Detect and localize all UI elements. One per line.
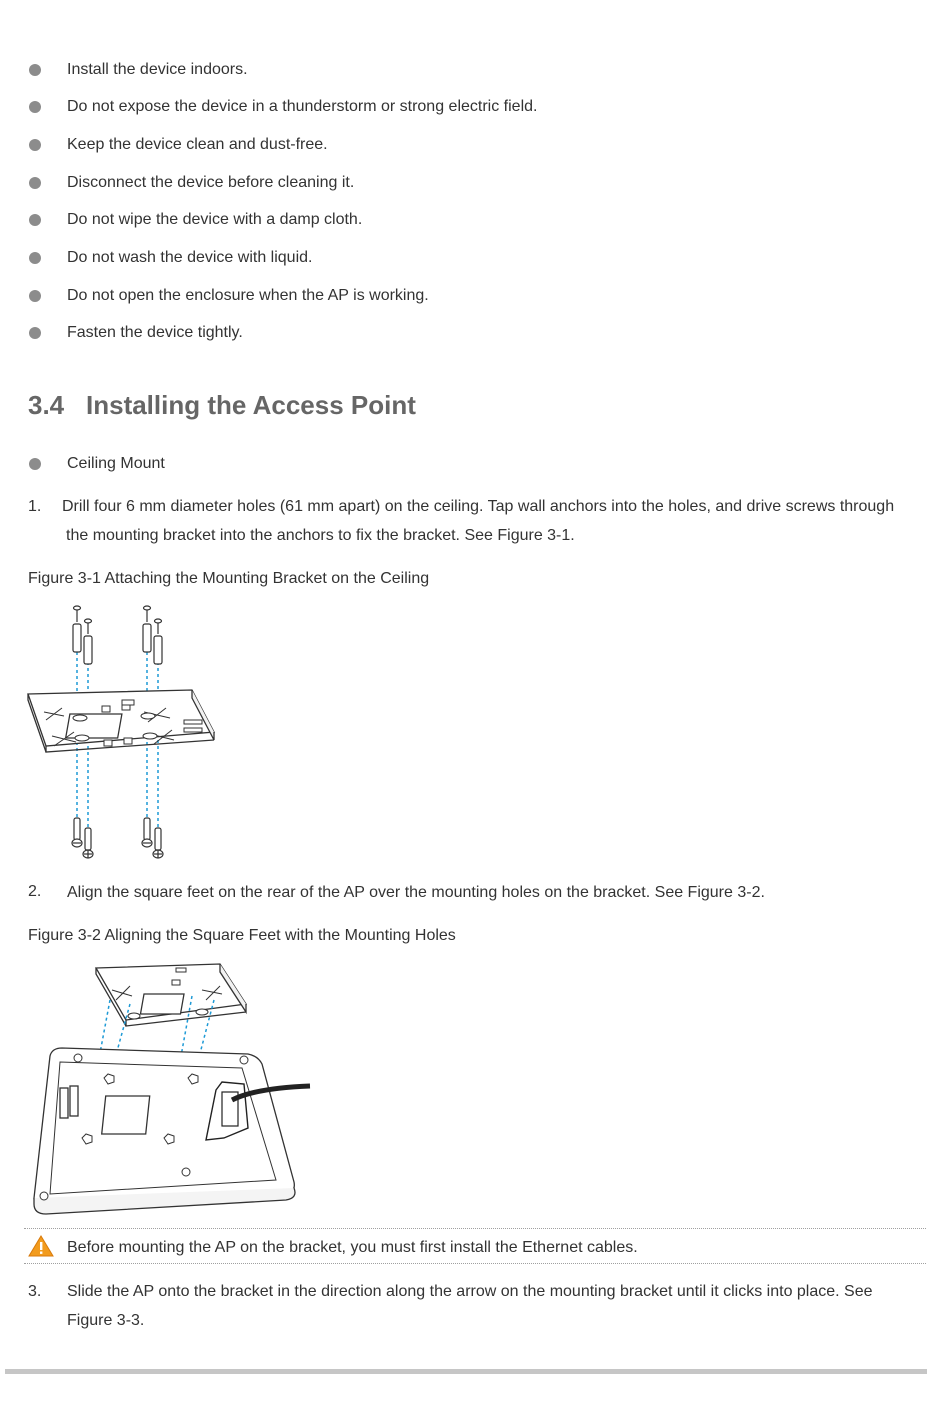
step-text: Slide the AP onto the bracket in the direction along the arrow on the mounting bracket until it clicks into place. See Figure 3-3. bbox=[67, 1283, 873, 1329]
bullet-icon bbox=[29, 64, 41, 76]
list-item: Do not open the enclosure when the AP is working. bbox=[0, 285, 930, 309]
step-text: Drill four 6 mm diameter holes (61 mm apart) on the ceiling. Tap wall anchors into the holes, and drive screws through the mounting bracket into the anchors to fix the bracket. See Figure 3-1. bbox=[62, 498, 895, 544]
section-heading bbox=[28, 388, 416, 422]
bullet-icon bbox=[29, 458, 41, 470]
bullet-icon bbox=[29, 214, 41, 226]
bullet-icon bbox=[29, 101, 41, 113]
note-divider-bottom bbox=[24, 1263, 926, 1264]
bullet-icon bbox=[29, 252, 41, 264]
list-item: Do not wash the device with liquid. bbox=[0, 247, 930, 271]
note-divider-top bbox=[24, 1228, 926, 1229]
wall-anchors bbox=[73, 606, 162, 664]
mounting-bracket bbox=[28, 690, 214, 752]
bullet-icon bbox=[29, 327, 41, 339]
caution-text: Before mounting the AP on the bracket, you must first install the Ethernet cables. bbox=[67, 1239, 638, 1256]
step-number: 2. bbox=[28, 883, 42, 900]
mount-type-item: Ceiling Mount bbox=[0, 453, 930, 477]
figure-caption: Figure 3-1 Attaching the Mounting Bracket on the Ceiling bbox=[28, 570, 430, 587]
step-number: 3. bbox=[28, 1283, 42, 1300]
warning-icon bbox=[28, 1234, 54, 1258]
list-item: Do not expose the device in a thunderstorm or strong electric field. bbox=[0, 96, 930, 120]
figure-3-2-align-feet bbox=[26, 960, 312, 1218]
bullet-icon bbox=[29, 290, 41, 302]
list-item: Do not wipe the device with a damp cloth. bbox=[0, 209, 930, 233]
list-item: Fasten the device tightly. bbox=[0, 322, 930, 346]
screws bbox=[72, 818, 163, 858]
mounting-bracket bbox=[96, 964, 246, 1026]
list-item: Disconnect the device before cleaning it. bbox=[0, 172, 930, 196]
step-text: Align the square feet on the rear of the AP over the mounting holes on the bracket. See Figure 3-2. bbox=[67, 884, 765, 901]
step-number: 1. bbox=[28, 498, 42, 515]
bullet-icon bbox=[29, 139, 41, 151]
section-number: 3.4 bbox=[28, 390, 65, 420]
bullet-icon bbox=[29, 177, 41, 189]
section-title: Installing the Access Point bbox=[86, 390, 416, 420]
list-item: Install the device indoors. bbox=[0, 59, 930, 83]
access-point-body bbox=[34, 1048, 295, 1214]
figure-caption: Figure 3-2 Aligning the Square Feet with the Mounting Holes bbox=[28, 927, 456, 944]
figure-3-1-bracket-ceiling bbox=[24, 600, 224, 864]
list-item: Keep the device clean and dust-free. bbox=[0, 134, 930, 158]
footer-rule bbox=[5, 1369, 927, 1374]
